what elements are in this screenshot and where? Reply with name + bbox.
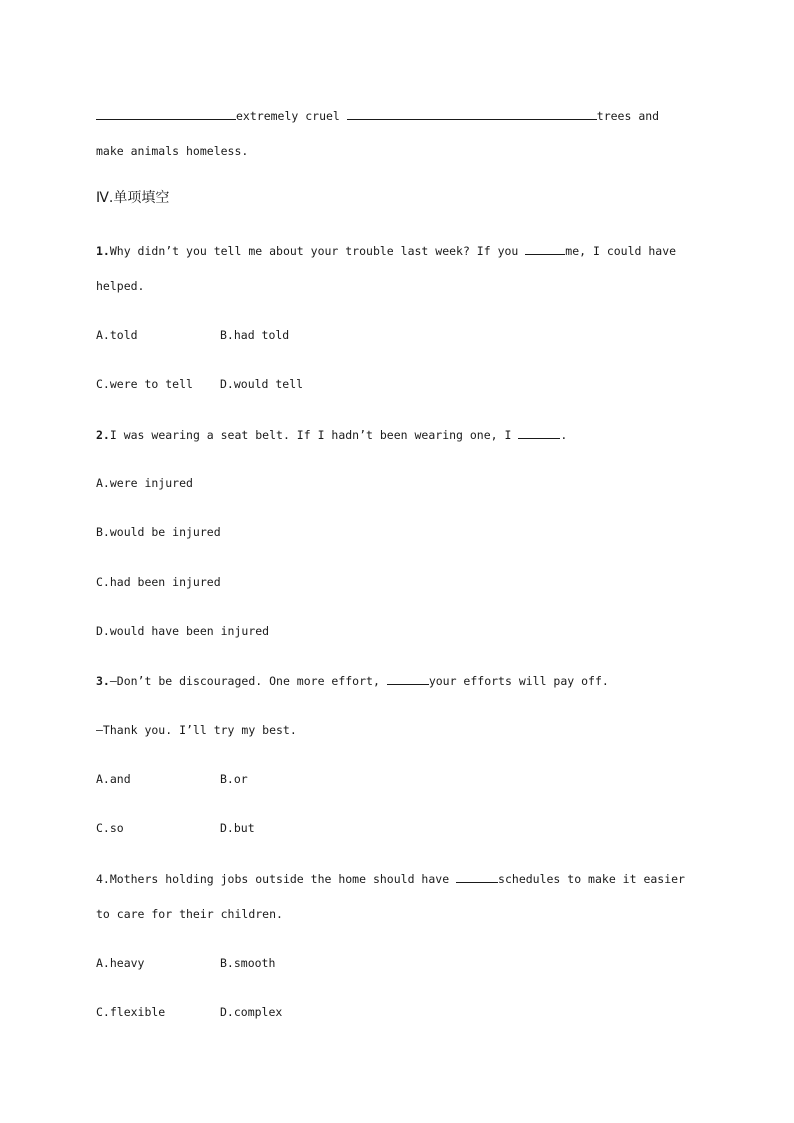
question-4-continued: to care for their children.	[96, 907, 283, 921]
question-2	[96, 427, 567, 442]
question-number: 3.	[96, 674, 110, 688]
option-a[interactable]: A.were injured	[96, 476, 193, 490]
option-c[interactable]: C.had been injured	[96, 575, 221, 589]
option-a[interactable]: A.heavy	[96, 956, 145, 970]
option-a[interactable]: A.told	[96, 328, 138, 342]
passage-text: extremely cruel	[236, 109, 347, 123]
passage-line-2: make animals homeless.	[96, 144, 249, 158]
question-1	[96, 243, 676, 258]
section-title: Ⅳ.单项填空	[96, 190, 170, 206]
answer-blank[interactable]	[96, 108, 236, 120]
answer-blank[interactable]	[347, 108, 597, 120]
question-text: Mothers holding jobs outside the home should have	[109, 872, 457, 886]
question-number: 1.	[96, 244, 110, 258]
option-d[interactable]: D.would have been injured	[96, 624, 270, 638]
option-d[interactable]: D.complex	[220, 1005, 283, 1019]
option-b[interactable]: B.or	[220, 772, 248, 786]
option-d[interactable]: D.would tell	[220, 377, 304, 391]
question-text: your efforts will pay off.	[428, 674, 609, 688]
question-3	[96, 673, 609, 688]
passage-text: trees and	[596, 109, 660, 123]
option-b[interactable]: B.smooth	[220, 956, 276, 970]
option-b[interactable]: B.would be injured	[96, 525, 221, 539]
answer-blank[interactable]	[387, 673, 429, 685]
question-text: .	[560, 428, 568, 442]
option-c[interactable]: C.flexible	[96, 1005, 166, 1019]
option-c[interactable]: C.so	[96, 821, 124, 835]
answer-blank[interactable]	[456, 871, 498, 883]
passage-line-1	[96, 108, 659, 123]
option-d[interactable]: D.but	[220, 821, 255, 835]
question-text: me, I could have	[565, 244, 677, 258]
question-4	[96, 871, 685, 886]
option-a[interactable]: A.and	[96, 772, 131, 786]
answer-blank[interactable]	[518, 427, 560, 439]
option-b[interactable]: B.had told	[220, 328, 290, 342]
question-number: 4.	[96, 872, 110, 886]
question-number: 2.	[96, 428, 110, 442]
question-1-continued: helped.	[96, 279, 145, 293]
question-text: —Don’t be discouraged. One more effort,	[109, 674, 387, 688]
question-3-reply: —Thank you. I’ll try my best.	[96, 723, 297, 737]
question-text: schedules to make it easier	[498, 872, 685, 886]
question-text: I was wearing a seat belt. If I hadn’t been wearing one, I	[109, 428, 519, 442]
answer-blank[interactable]	[525, 243, 565, 255]
option-c[interactable]: C.were to tell	[96, 377, 193, 391]
question-text: Why didn’t you tell me about your trouble last week? If you	[109, 244, 526, 258]
